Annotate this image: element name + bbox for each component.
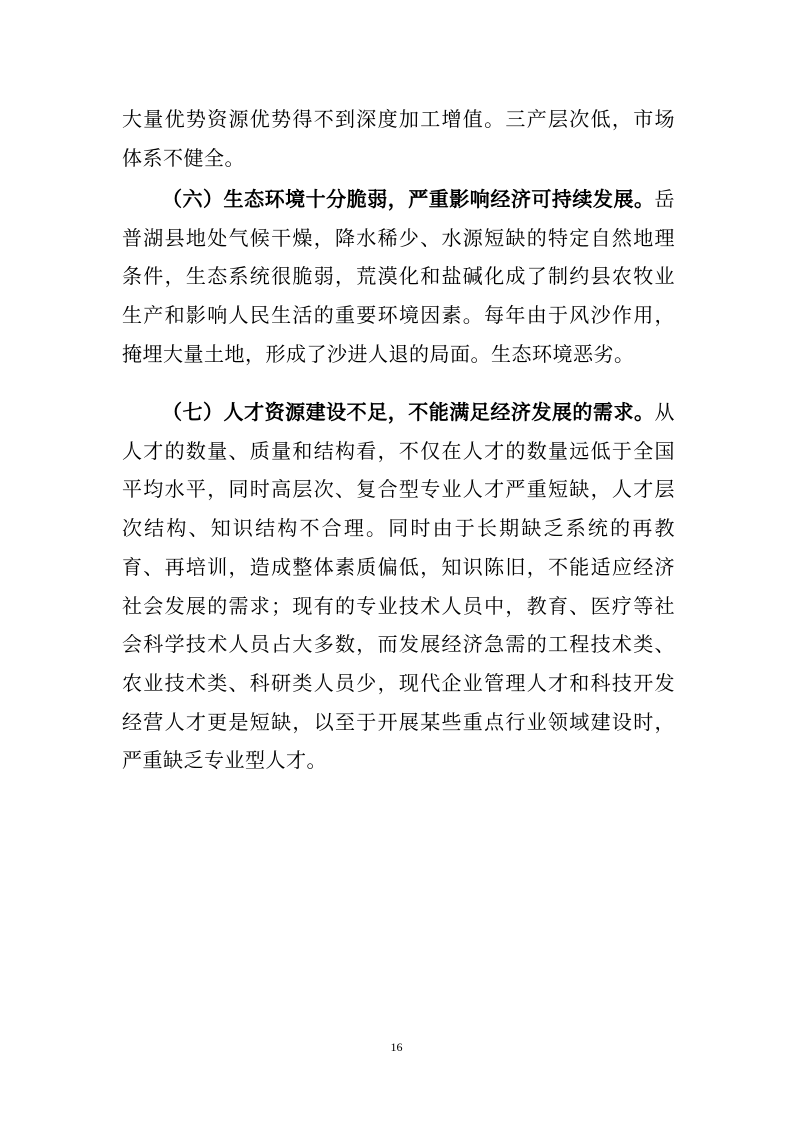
section-seven-paragraph <box>122 393 675 780</box>
paragraph-body: 岳普湖县地处气候干燥，降水稀少、水源短缺的特定自然地理条件，生态系统很脆弱，荒漠化和盐碱化成了制约县农牧业生产和影响人民生活的重要环境因素。每年由于风沙作用，掩埋大量土地，形成了沙进人退的局面。生态环境恶劣。 <box>122 187 675 366</box>
section-heading: （六）生态环境十分脆弱，严重影响经济可持续发展。 <box>162 187 655 211</box>
section-six-paragraph <box>122 180 675 374</box>
section-heading: （七）人才资源建设不足，不能满足经济发展的需求。 <box>162 400 655 424</box>
continued-paragraph <box>122 100 675 177</box>
paragraph-body: 大量优势资源优势得不到深度加工增值。三产层次低，市场体系不健全。 <box>122 107 675 170</box>
page-number: 16 <box>390 1040 403 1054</box>
paragraph-body: 从人才的数量、质量和结构看，不仅在人才的数量远低于全国平均水平，同时高层次、复合型专业人才严重短缺，人才层次结构、知识结构不合理。同时由于长期缺乏系统的再教育、再培训，造成整体素质偏低，知识陈旧，不能适应经济社会发展的需求；现有的专业技术人员中，教育、医疗等社会科学技术人员占大多数，而发展经济急需的工程技术类、农业技术类、科研类人员少，现代企业管理人才和科技开发经营人才更是短缺，以至于开展某些重点行业领域建设时，严重缺乏专业型人才。 <box>122 400 675 773</box>
